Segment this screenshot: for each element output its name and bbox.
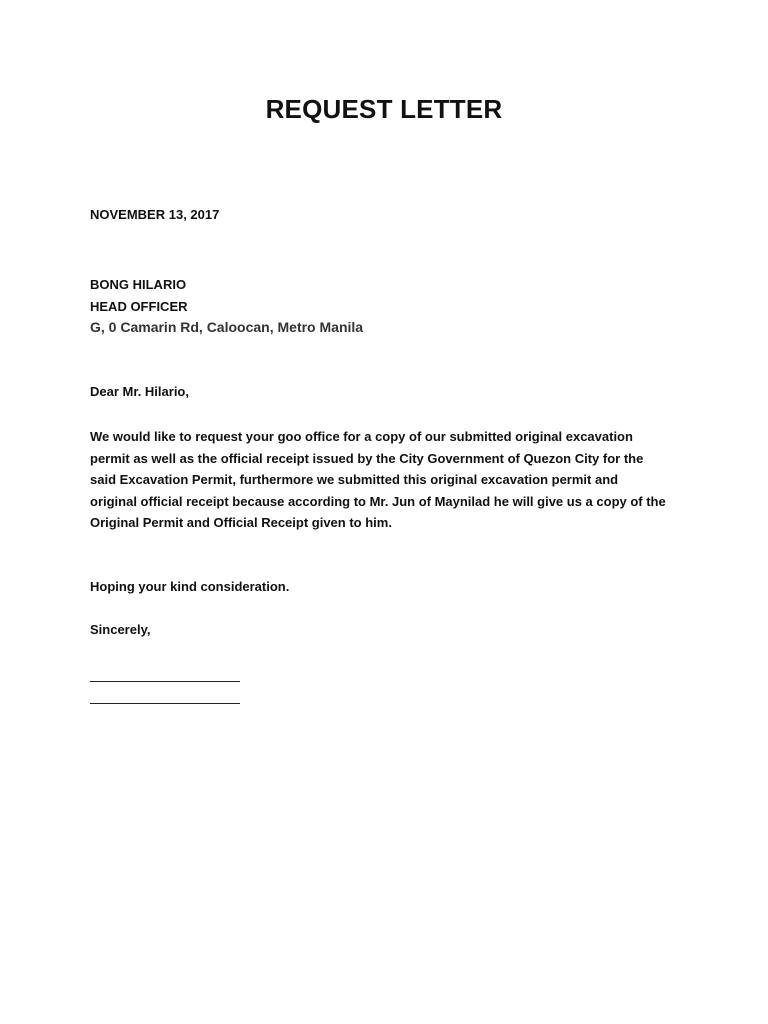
sign-off: Sincerely, <box>90 622 151 637</box>
body-line: said Excavation Permit, furthermore we submitted this original excavation permit and <box>90 472 619 487</box>
signature-line <box>90 681 240 682</box>
letter-date: NOVEMBER 13, 2017 <box>90 207 220 222</box>
body-line: permit as well as the official receipt issued by the City Government of Quezon City for the <box>90 450 644 466</box>
signature-line <box>90 703 240 704</box>
letter-title: REQUEST LETTER <box>265 94 503 124</box>
recipient-title: HEAD OFFICER <box>90 299 188 314</box>
body-line: We would like to request your goo office for a copy of our submitted original excavation <box>90 429 633 444</box>
letter-body <box>90 426 690 534</box>
body-line: Original Permit and Official Receipt given to him. <box>90 515 392 530</box>
recipient-address: G, 0 Camarin Rd, Caloocan, Metro Manila <box>90 319 364 335</box>
recipient-name: BONG HILARIO <box>90 277 187 292</box>
body-line: original official receipt because according to Mr. Jun of Maynilad he will give us a copy of the <box>90 493 666 509</box>
salutation: Dear Mr. Hilario, <box>90 384 189 399</box>
closing-note: Hoping your kind consideration. <box>90 579 290 594</box>
